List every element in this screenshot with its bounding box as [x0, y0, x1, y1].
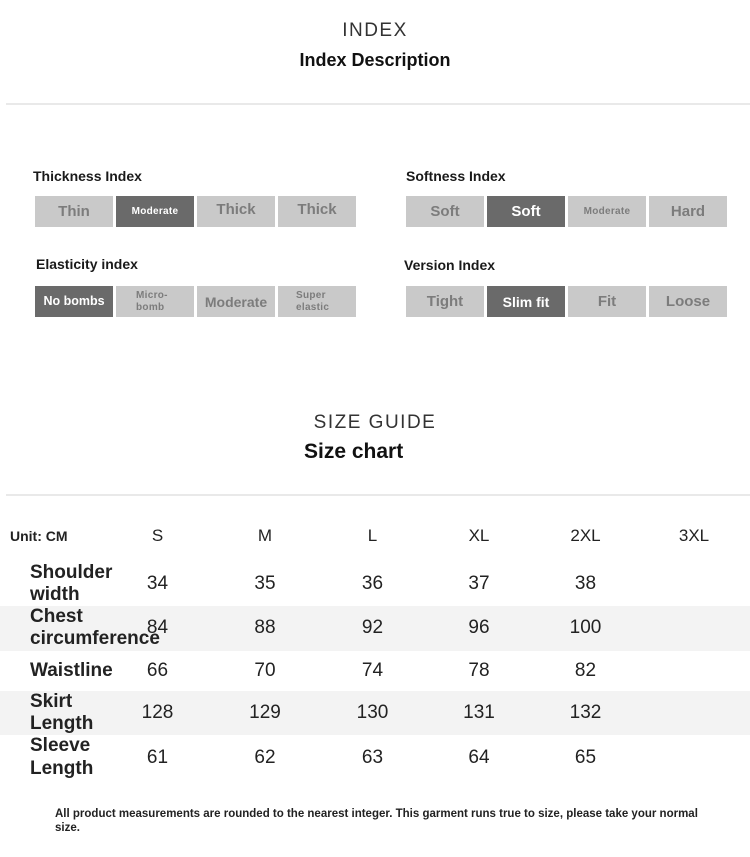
row-label-sleeve-length — [0, 735, 105, 781]
table-row — [0, 651, 750, 691]
row-label-waistline: Waistline — [30, 660, 113, 682]
size-header-xl: XL — [468, 526, 490, 545]
thickness-option-moderate: Moderate — [116, 196, 194, 227]
table-row — [0, 691, 750, 735]
softness-index-scale — [406, 196, 727, 227]
version-option-tight: Tight — [406, 286, 484, 317]
elasticity-option-no-bombs: No bombs — [35, 286, 113, 317]
size-header-s: S — [151, 526, 164, 545]
softness-option-soft-2: Soft — [487, 196, 565, 227]
softness-index-title: Softness Index — [406, 168, 506, 184]
elasticity-option-moderate: Moderate — [197, 286, 275, 317]
elasticity-micro-line2: bomb — [136, 301, 165, 313]
cell-value: 74 — [361, 660, 384, 682]
unit-label: Unit: CM — [10, 528, 68, 544]
size-divider — [6, 494, 750, 496]
row-label-line2: width — [30, 583, 80, 605]
index-subtitle: Index Description — [299, 50, 451, 70]
table-row — [0, 735, 750, 781]
row-label-line1: Chest — [30, 605, 83, 627]
cell-value — [638, 651, 750, 691]
version-index-scale — [406, 286, 727, 317]
thickness-option-thick-1: Thick — [197, 196, 275, 227]
size-table — [0, 510, 750, 781]
cell-value — [638, 606, 750, 652]
row-label-line1: Shoulder — [30, 562, 113, 583]
size-chart-title: Size chart — [304, 440, 404, 463]
size-header-l: L — [367, 526, 378, 545]
cell-value: 128 — [141, 702, 174, 724]
size-table-header — [0, 510, 750, 562]
elasticity-index-title: Elasticity index — [36, 256, 138, 272]
table-row — [0, 562, 750, 606]
cell-value: 78 — [468, 660, 490, 682]
version-index-title: Version Index — [404, 257, 496, 273]
size-header-3xl: 3XL — [678, 526, 710, 545]
cell-value: 82 — [574, 660, 597, 682]
cell-value — [638, 691, 750, 735]
row-label-shoulder-width — [0, 562, 113, 606]
size-header-2xl: 2XL — [570, 526, 601, 545]
elasticity-option-super-elastic — [278, 286, 356, 317]
thickness-option-thin: Thin — [35, 196, 113, 227]
row-label-line1: Sleeve — [30, 734, 91, 756]
size-header-m: M — [257, 526, 273, 545]
row-label-skirt-length: Skirt Length — [30, 691, 94, 735]
cell-value: 129 — [249, 702, 281, 724]
cell-value: 132 — [569, 702, 602, 724]
cell-value: 88 — [254, 617, 276, 639]
softness-option-soft-1: Soft — [406, 196, 484, 227]
cell-value: 36 — [361, 572, 384, 594]
cell-value: 70 — [254, 660, 276, 682]
size-guide-kicker: SIZE GUIDE — [313, 412, 437, 433]
cell-value: 34 — [146, 572, 169, 594]
index-divider — [6, 103, 750, 105]
cell-value: 130 — [356, 702, 389, 724]
version-option-loose: Loose — [649, 286, 727, 317]
thickness-option-thick-2: Thick — [278, 196, 356, 227]
cell-value — [638, 562, 750, 606]
row-label-line2: circumference — [30, 628, 160, 650]
cell-value: 131 — [463, 702, 495, 724]
index-kicker: INDEX — [342, 20, 408, 41]
cell-value: 62 — [254, 746, 276, 768]
cell-value: 66 — [146, 660, 169, 682]
version-option-slim-fit: Slim fit — [487, 286, 565, 317]
thickness-index-title: Thickness Index — [33, 168, 142, 184]
table-row — [0, 606, 750, 652]
elasticity-index-scale — [35, 286, 356, 317]
elasticity-micro-line1: Micro- — [136, 290, 168, 301]
cell-value: 64 — [468, 746, 490, 768]
row-label-line2: Length — [30, 757, 94, 779]
cell-value — [638, 735, 750, 781]
cell-value: 37 — [468, 572, 490, 594]
cell-value: 100 — [569, 617, 602, 639]
softness-option-hard: Hard — [649, 196, 727, 227]
elasticity-option-micro-bomb — [116, 286, 194, 317]
version-option-fit: Fit — [568, 286, 646, 317]
softness-option-moderate: Moderate — [568, 196, 646, 227]
size-table-container — [0, 510, 750, 781]
elasticity-super-line1: Super — [296, 290, 326, 301]
cell-value: 84 — [146, 617, 169, 639]
cell-value: 35 — [254, 572, 276, 594]
cell-value: 92 — [361, 617, 384, 639]
thickness-index-scale — [35, 196, 356, 227]
footer-note: All product measurements are rounded to the nearest integer. This garment runs true to size, please take your normal size. — [55, 808, 698, 834]
cell-value: 61 — [146, 746, 169, 768]
cell-value: 38 — [574, 572, 597, 594]
cell-value: 65 — [574, 746, 597, 768]
cell-value: 63 — [361, 746, 384, 768]
cell-value: 96 — [468, 617, 490, 639]
elasticity-super-line2: elastic — [296, 301, 330, 313]
